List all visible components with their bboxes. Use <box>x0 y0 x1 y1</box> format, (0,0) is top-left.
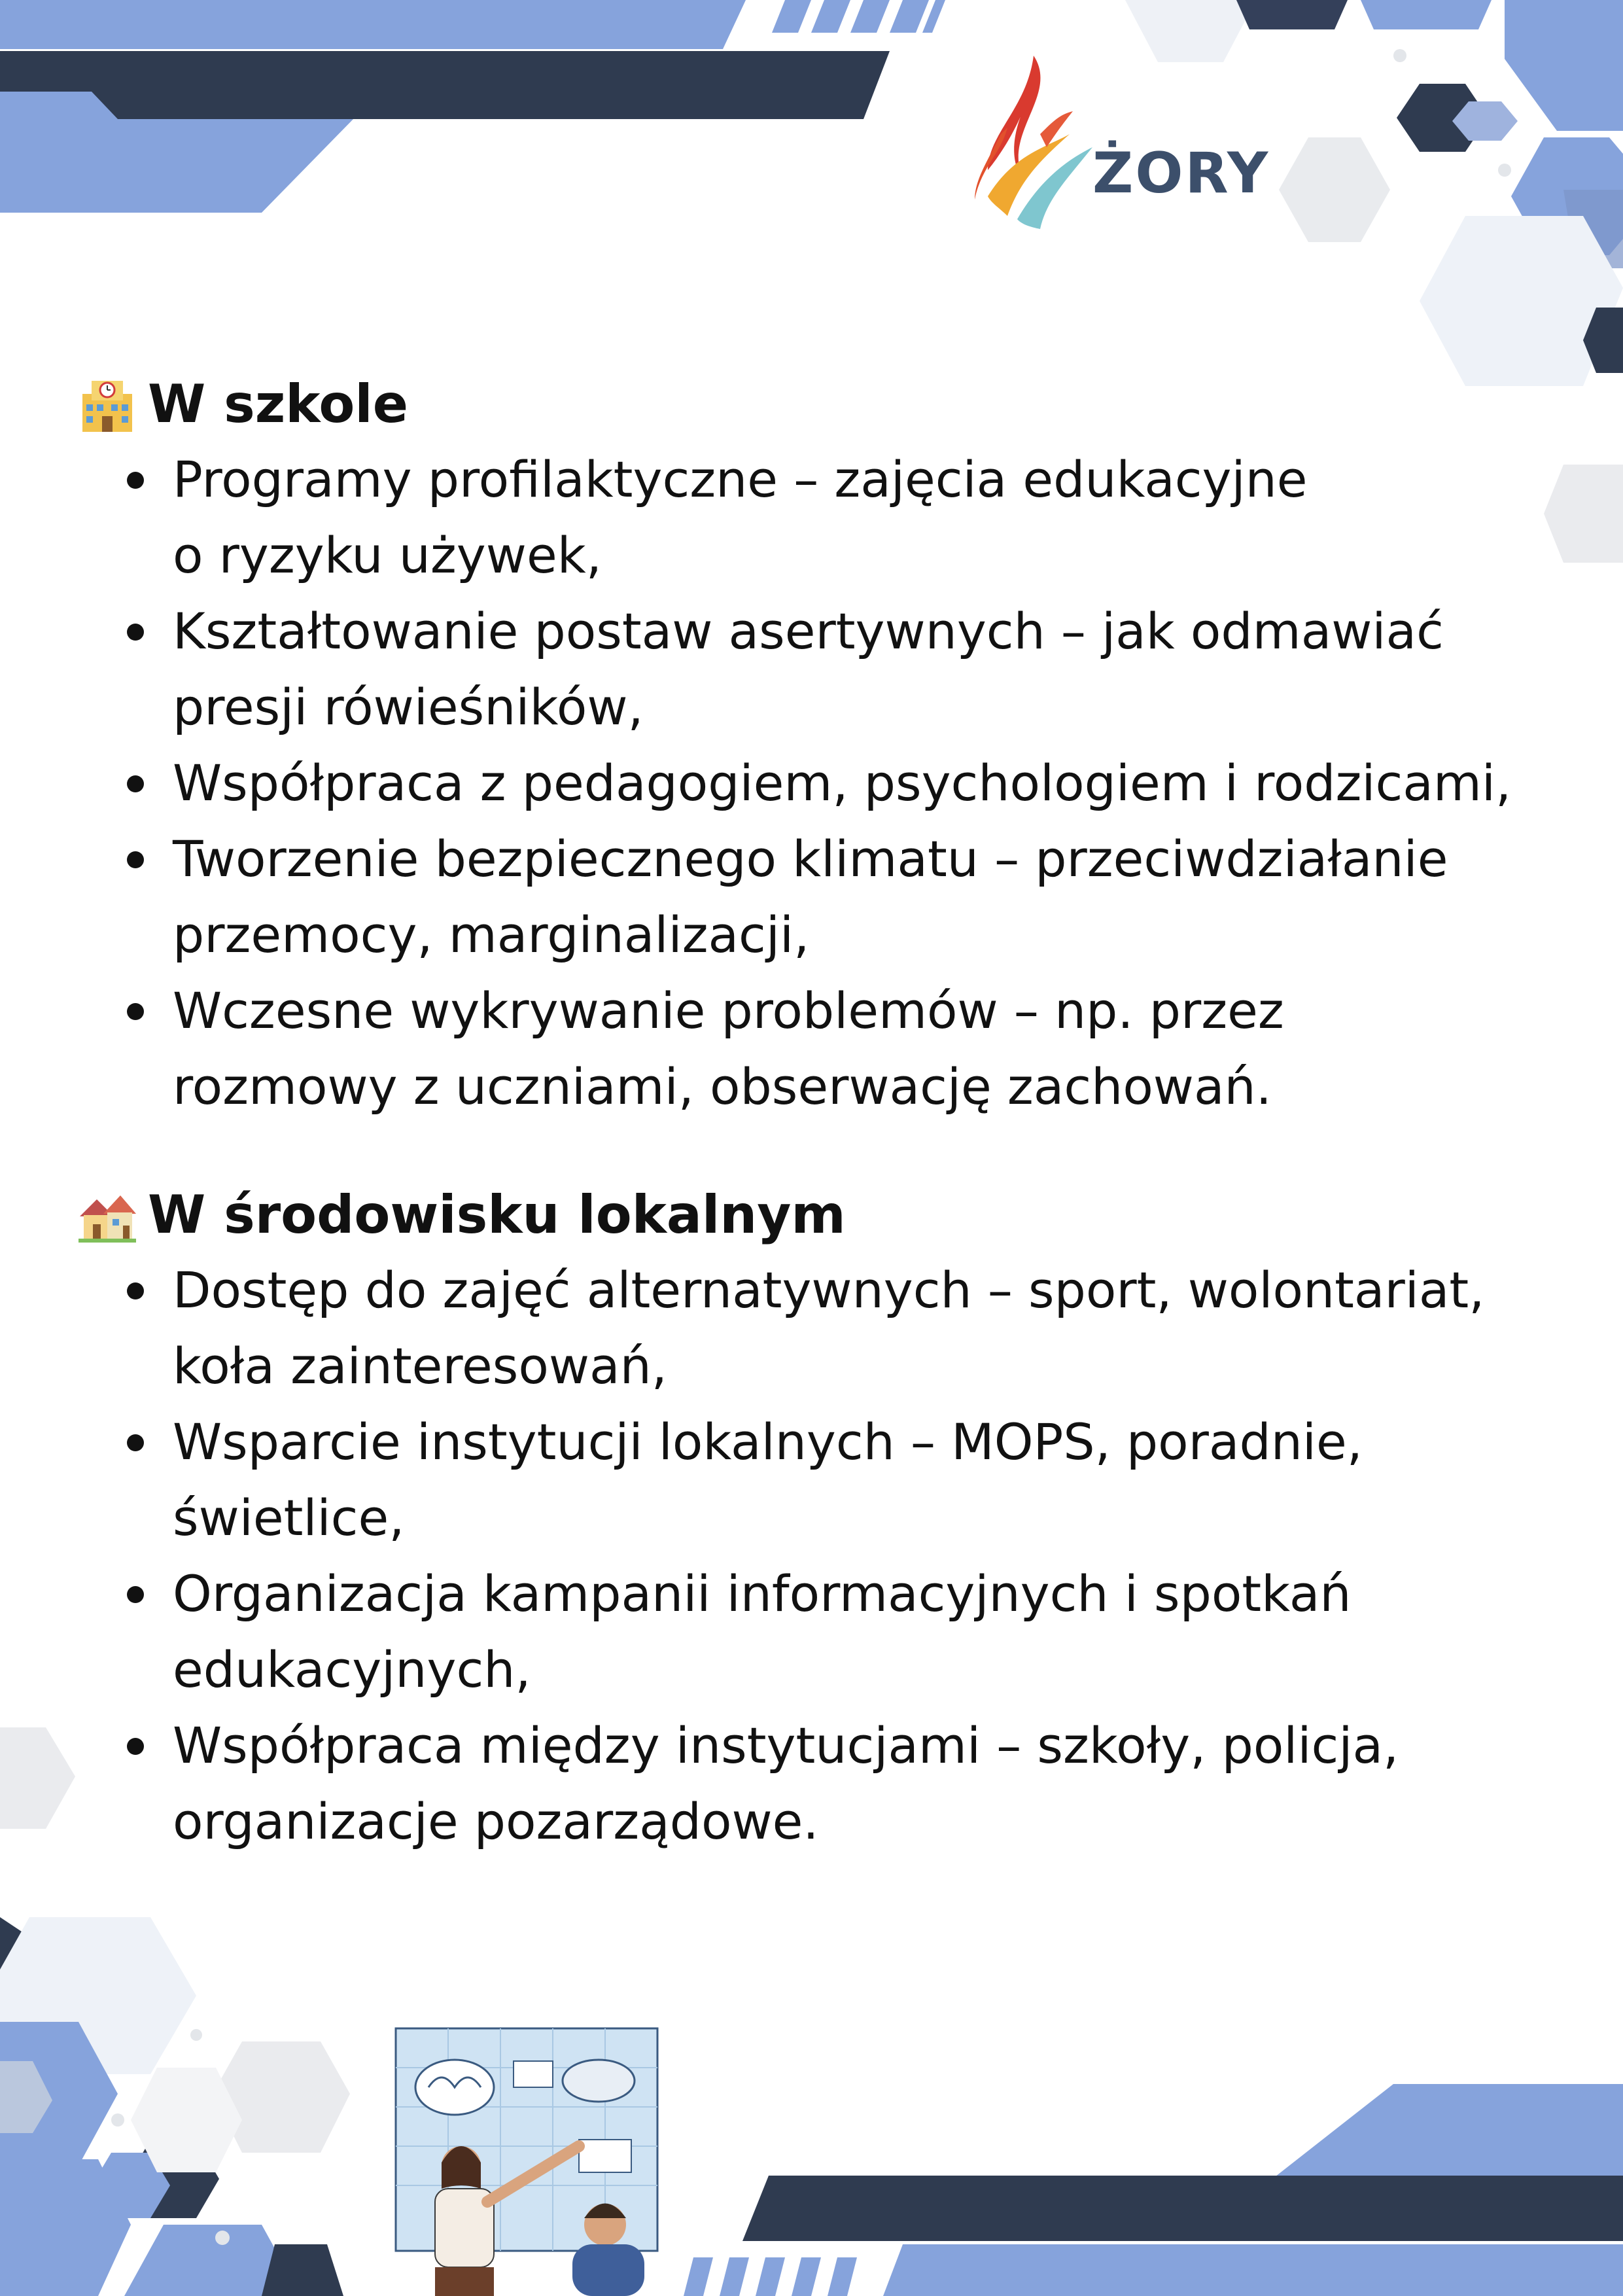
list-item-line: presji rówieśników, <box>173 678 644 736</box>
list-item-line: rozmowy z uczniami, obserwację zachowań. <box>173 1057 1272 1116</box>
content-area <box>77 366 1549 1860</box>
list-item <box>77 442 1549 593</box>
list-item-line: koła zainteresowań, <box>173 1337 667 1395</box>
presentation-illustration <box>383 2015 671 2296</box>
list-item-line: Wczesne wykrywanie problemów – np. przez <box>173 981 1284 1040</box>
list-item-line: Wsparcie instytucji lokalnych – MOPS, poradnie, <box>173 1413 1363 1471</box>
bullet-icon <box>127 1003 144 1020</box>
list-item-line: Współpraca z pedagogiem, psychologiem i rodzicami, <box>173 754 1512 812</box>
list-item <box>77 593 1549 745</box>
list-item <box>77 1252 1549 1404</box>
list-item-line: edukacyjnych, <box>173 1640 531 1699</box>
list-item-line: o ryzyku używek, <box>173 526 602 584</box>
list-item-line: świetlice, <box>173 1489 405 1547</box>
section-title-school <box>77 366 1549 442</box>
section-title-local <box>77 1177 1549 1252</box>
bullet-icon <box>127 472 144 489</box>
list-item-line: Współpraca między instytucjami – szkoły, policja, <box>173 1716 1399 1775</box>
list-item-line: Kształtowanie postaw asertywnych – jak odmawiać <box>173 602 1444 660</box>
list-item-line: Tworzenie bezpiecznego klimatu – przeciwdziałanie <box>173 830 1448 888</box>
section-title-text: W szkole <box>148 374 408 434</box>
list-item-line: Programy profilaktyczne – zajęcia edukacyjne <box>173 450 1308 508</box>
bullet-icon <box>127 1434 144 1451</box>
list-item-line: Organizacja kampanii informacyjnych i spotkań <box>173 1564 1352 1623</box>
list-item <box>77 1404 1549 1556</box>
logo-text: ŻORY <box>1092 141 1270 206</box>
list-item-line: przemocy, marginalizacji, <box>173 906 810 964</box>
bullet-icon <box>127 851 144 868</box>
bullet-icon <box>127 1586 144 1603</box>
houses-icon <box>77 1185 137 1245</box>
section-title-text: W środowisku lokalnym <box>148 1184 846 1245</box>
bullet-icon <box>127 1282 144 1299</box>
school-building-icon <box>77 374 137 434</box>
bullet-icon <box>127 624 144 641</box>
list-item <box>77 973 1549 1125</box>
bullet-icon <box>127 1738 144 1755</box>
list-item-line: Dostęp do zajęć alternatywnych – sport, wolontariat, <box>173 1261 1485 1319</box>
list-item <box>77 745 1549 821</box>
school-list <box>77 442 1549 1125</box>
bullet-icon <box>127 775 144 792</box>
list-item <box>77 1708 1549 1860</box>
list-item-line: organizacje pozarządowe. <box>173 1792 819 1850</box>
list-item <box>77 1556 1549 1708</box>
local-list <box>77 1252 1549 1860</box>
list-item <box>77 821 1549 973</box>
